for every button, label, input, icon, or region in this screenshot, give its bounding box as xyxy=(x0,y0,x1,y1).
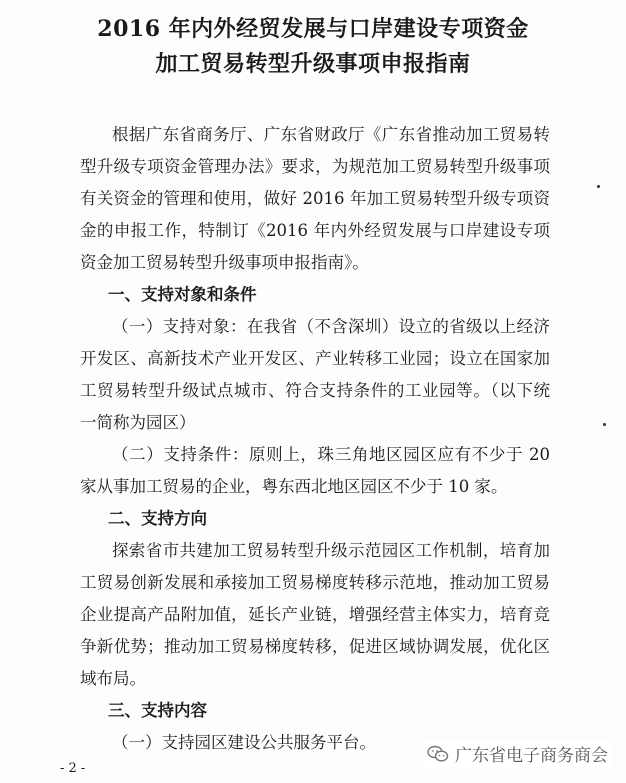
paragraph-line: 企业提高产品附加值，延长产业链，增强经营主体实力，培育竞 xyxy=(80,605,550,624)
watermark-text: 广东省电子商务商会 xyxy=(455,746,608,766)
paragraph-line: 工贸易创新发展和承接加工贸易梯度转移示范地，推动加工贸易 xyxy=(80,573,550,592)
intro-line: 资金加工贸易转型升级事项申报指南》。 xyxy=(80,253,369,272)
paragraph-line: 探索省市共建加工贸易转型升级示范园区工作机制，培育加 xyxy=(112,541,550,560)
watermark xyxy=(423,740,612,767)
paragraph-line: （一）支持对象：在我省（不含深圳）设立的省级以上经济 xyxy=(112,317,550,336)
intro-line: 型升级专项资金管理办法》要求，为规范加工贸易转型升级事项 xyxy=(80,157,550,176)
section-heading: 三、支持内容 xyxy=(108,701,207,720)
intro-line: 有关资金的管理和使用，做好 2016 年加工贸易转型升级专项资 xyxy=(80,189,550,208)
intro-line: 根据广东省商务厅、广东省财政厅《广东省推动加工贸易转 xyxy=(112,125,550,144)
paragraph-line: （一）支持园区建设公共服务平台。 xyxy=(112,733,376,752)
paragraph-line: 工贸易转型升级试点城市、符合支持条件的工业园等。（以下统 xyxy=(80,381,550,400)
paragraph-line: （二）支持条件：原则上，珠三角地区园区应有不少于 20 xyxy=(112,445,550,464)
paragraph-line: 域布局。 xyxy=(80,669,146,688)
paragraph-line: 家从事加工贸易的企业，粤东西北地区园区不少于 10 家。 xyxy=(80,477,508,496)
section-heading: 一、支持对象和条件 xyxy=(108,285,257,304)
document-title-line-2: 加工贸易转型升级事项申报指南 xyxy=(155,51,471,77)
paragraph-line: 开发区、高新技术产业开发区、产业转移工业园；设立在国家加 xyxy=(80,349,550,368)
scan-speck xyxy=(597,185,600,188)
document-title-line-1: 2016 年内外经贸发展与口岸建设专项资金 xyxy=(97,16,529,42)
intro-line: 金的申报工作，特制订《2016 年内外经贸发展与口岸建设专项 xyxy=(80,221,550,240)
page-number: - 2 - xyxy=(60,761,86,776)
wechat-icon xyxy=(427,745,449,763)
scan-speck xyxy=(603,423,606,426)
section-heading: 二、支持方向 xyxy=(108,509,207,528)
paragraph-line: 争新优势；推动加工贸易梯度转移，促进区域协调发展，优化区 xyxy=(80,637,550,656)
paragraph-line: 一简称为园区） xyxy=(80,413,196,432)
